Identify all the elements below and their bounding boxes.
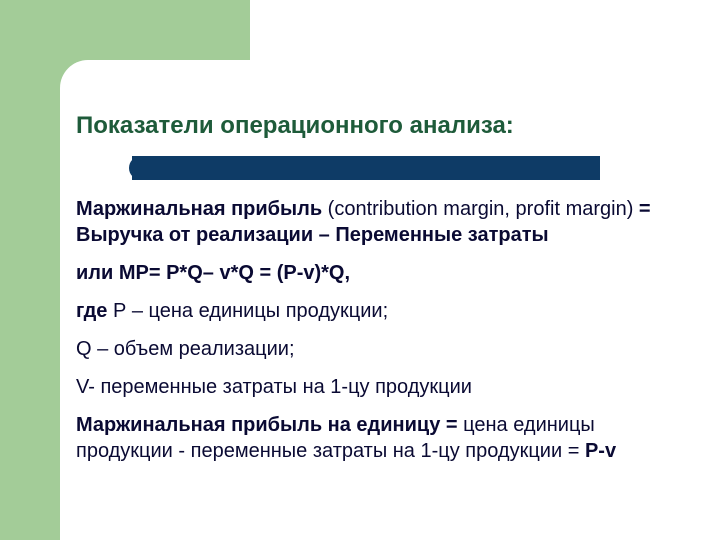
slide-content bbox=[76, 196, 696, 476]
unit-margin-definition bbox=[76, 412, 696, 464]
slide-title: Показатели операционного анализа: bbox=[76, 112, 514, 139]
price-definition bbox=[76, 298, 696, 324]
contribution-margin-definition bbox=[76, 196, 696, 248]
term-note: (contribution margin, profit margin) bbox=[322, 198, 639, 220]
title-underline-bar bbox=[132, 156, 600, 180]
variable-cost-definition: V- переменные затраты на 1-цу продукции bbox=[76, 376, 472, 398]
unit-margin-text: цена единицы продукции - переменные затраты на 1-цу продукции = bbox=[76, 414, 595, 462]
term-formula: = Выручка от реализации – Переменные затраты bbox=[76, 198, 651, 246]
where-label: где bbox=[76, 300, 108, 322]
mp-formula: или МР= P*Q– v*Q = (P-v)*Q, bbox=[76, 262, 351, 284]
unit-margin-formula: P-v bbox=[584, 440, 617, 462]
price-text: Р – цена единицы продукции; bbox=[107, 300, 389, 322]
quantity-definition: Q – объем реализации; bbox=[76, 338, 295, 360]
term-label: Маржинальная прибыль bbox=[76, 198, 323, 220]
unit-margin-term: Маржинальная прибыль на единицу = bbox=[76, 414, 458, 436]
